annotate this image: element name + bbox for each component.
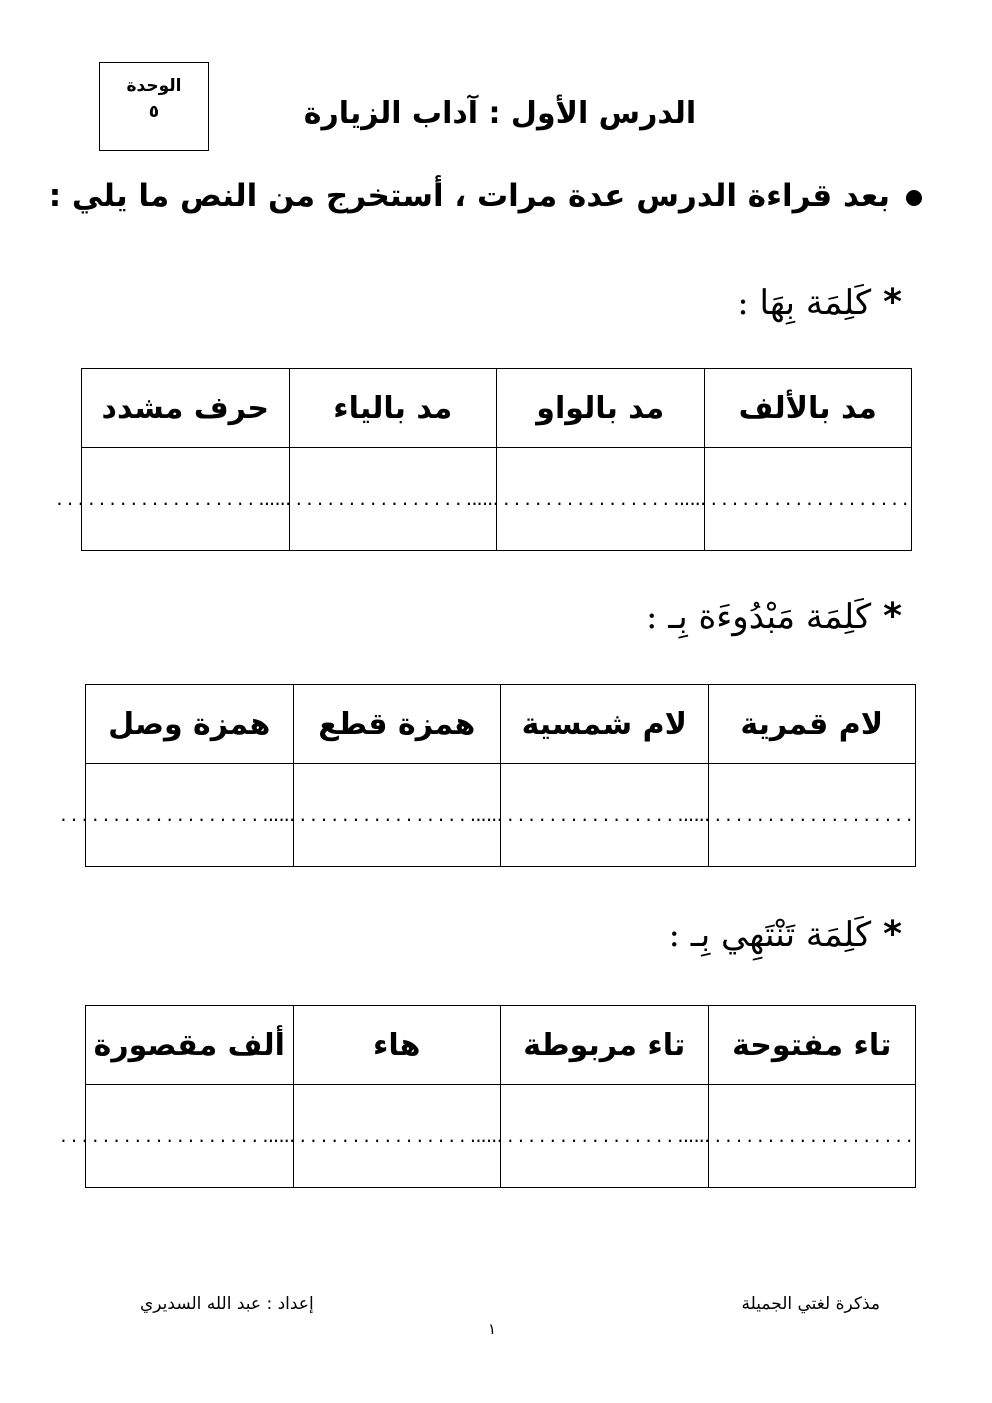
- section-heading-1: [737, 282, 902, 323]
- header-cell: حرف مشدد: [82, 369, 290, 448]
- section-heading-2: [646, 596, 902, 637]
- table-answer-row: [86, 1085, 916, 1188]
- star-icon: *: [883, 282, 902, 323]
- answer-blank[interactable]: ......................: [708, 1085, 916, 1188]
- answer-blank[interactable]: ......................: [82, 448, 290, 551]
- footer-author: إعداد : عبد الله السديري: [140, 1294, 314, 1314]
- answer-blank[interactable]: ......................: [708, 764, 916, 867]
- answer-blank[interactable]: ......................: [289, 448, 497, 551]
- instruction-text: بعد قراءة الدرس عدة مرات ، أستخرج من النص ما يلي :: [48, 178, 890, 214]
- unit-label: الوحدة: [126, 76, 182, 96]
- table-header-row: [82, 369, 912, 448]
- unit-number: ٥: [148, 102, 160, 122]
- bullet-icon: [906, 190, 922, 206]
- answer-blank[interactable]: ......................: [86, 1085, 294, 1188]
- header-cell: تاء مربوطة: [501, 1006, 709, 1085]
- table-answer-row: [82, 448, 912, 551]
- section-heading-3: [669, 914, 902, 955]
- header-cell: ألف مقصورة: [86, 1006, 294, 1085]
- answer-blank[interactable]: ......................: [704, 448, 912, 551]
- star-icon: *: [883, 596, 902, 637]
- header-cell: هاء: [293, 1006, 501, 1085]
- table-section-1: [54, 368, 912, 551]
- table-header-row: [86, 1006, 916, 1085]
- header-cell: مد بالياء: [289, 369, 497, 448]
- section-heading-text: كَلِمَة بِهَا :: [737, 283, 872, 323]
- header-cell: همزة قطع: [293, 685, 501, 764]
- table-answer-row: [86, 764, 916, 867]
- answer-blank[interactable]: ......................: [501, 1085, 709, 1188]
- lesson-title: الدرس الأول : آداب الزيارة: [303, 96, 697, 131]
- unit-box: [99, 62, 209, 151]
- table-section-3: [58, 1005, 916, 1188]
- header-cell: مد بالواو: [497, 369, 705, 448]
- header-cell: لام قمرية: [708, 685, 916, 764]
- header-cell: لام شمسية: [501, 685, 709, 764]
- answer-blank[interactable]: ......................: [293, 764, 501, 867]
- star-icon: *: [883, 914, 902, 955]
- instruction: [49, 178, 922, 214]
- footer-book-title: مذكرة لغتي الجميلة: [741, 1294, 880, 1314]
- table-header-row: [86, 685, 916, 764]
- page-number: ١: [488, 1320, 497, 1338]
- answer-blank[interactable]: ......................: [497, 448, 705, 551]
- answer-blank[interactable]: ......................: [501, 764, 709, 867]
- section-heading-text: كَلِمَة مَبْدُوءَة بِـ :: [646, 597, 872, 637]
- header-cell: مد بالألف: [704, 369, 912, 448]
- section-heading-text: كَلِمَة تَنْتَهِي بِـ :: [668, 915, 872, 955]
- header-cell: تاء مفتوحة: [708, 1006, 916, 1085]
- answer-blank[interactable]: ......................: [86, 764, 294, 867]
- header-cell: همزة وصل: [86, 685, 294, 764]
- table-section-2: [58, 684, 916, 867]
- answer-blank[interactable]: ......................: [293, 1085, 501, 1188]
